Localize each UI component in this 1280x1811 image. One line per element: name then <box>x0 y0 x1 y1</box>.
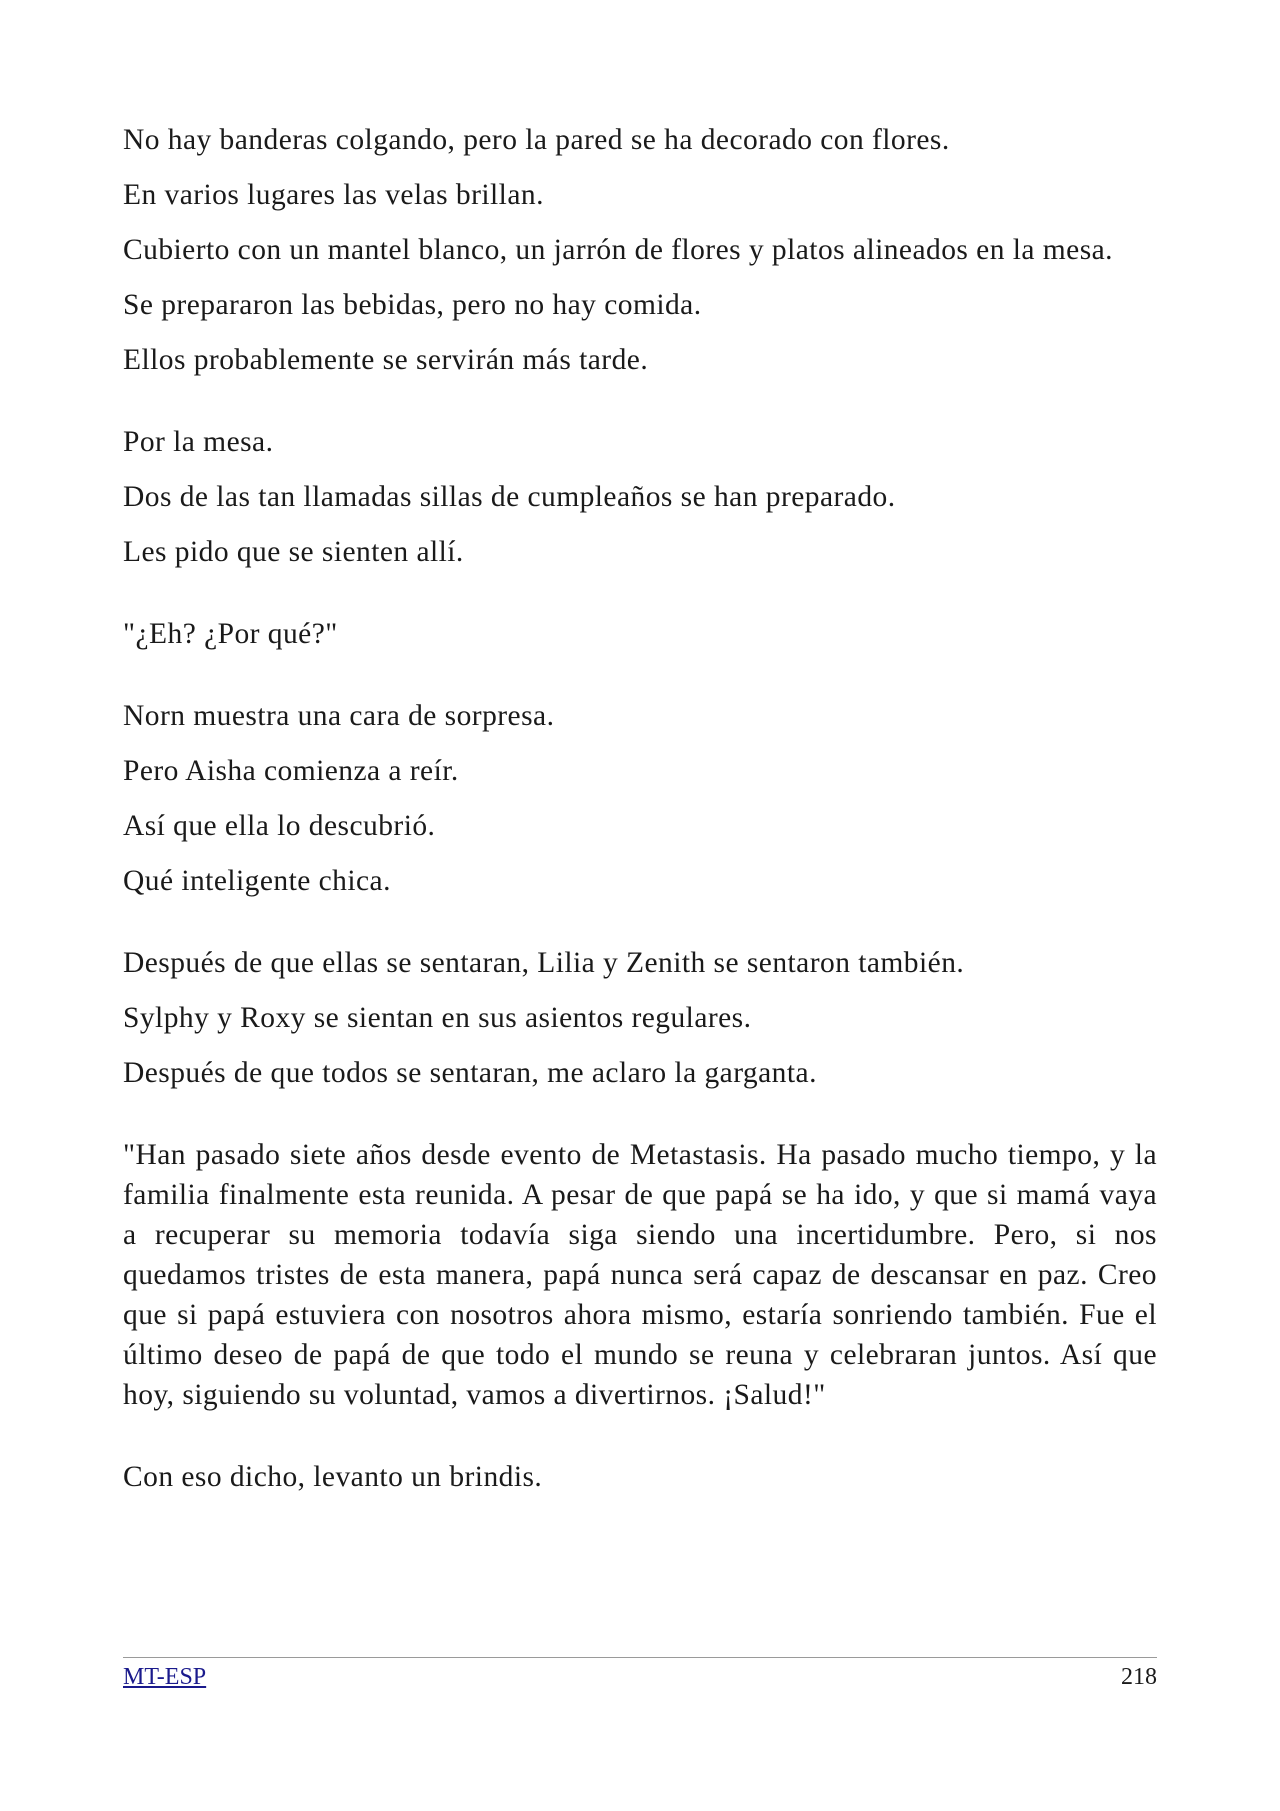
section-gap <box>123 669 1157 696</box>
paragraph-5: Ellos probablemente se servirán más tarde. <box>123 344 649 376</box>
paragraph-2: En varios lugares las velas brillan. <box>123 179 544 211</box>
section-gap <box>123 587 1157 614</box>
page-footer <box>123 1657 1157 1691</box>
paragraph-13: Qué inteligente chica. <box>123 865 391 897</box>
section-gap <box>123 916 1157 943</box>
page-number: 218 <box>1121 1664 1157 1690</box>
paragraph-6: Por la mesa. <box>123 426 274 458</box>
paragraph-8: Les pido que se sienten allí. <box>123 536 464 568</box>
paragraph-1: No hay banderas colgando, pero la pared se ha decorado con flores. <box>123 124 950 156</box>
paragraph-9: "¿Eh? ¿Por qué?" <box>123 618 338 650</box>
paragraph-18: Con eso dicho, levanto un brindis. <box>123 1461 543 1493</box>
paragraph-3: Cubierto con un mantel blanco, un jarrón de flores y platos alineados en la mesa. <box>123 234 1113 266</box>
section-gap <box>123 1108 1157 1135</box>
paragraph-17: "Han pasado siete años desde evento de Metastasis. Ha pasado mucho tiempo, y la familia finalmente esta reunida. A pesar de que papá se ha ido, y que si mamá vaya a recuperar su memoria todavía siga siendo una incertidumbre. Pero, si nos quedamos tristes de esta manera, papá nunca será capaz de descansar en paz. Creo que si papá estuviera con nosotros ahora mismo, estaría sonriendo también. Fue el último deseo de papá de que todo el mundo se reuna y celebraran juntos. Así que hoy, siguiendo su voluntad, vamos a divertirnos. ¡Salud!" <box>123 1139 1157 1411</box>
paragraph-7: Dos de las tan llamadas sillas de cumpleaños se han preparado. <box>123 481 896 513</box>
paragraph-10: Norn muestra una cara de sorpresa. <box>123 700 555 732</box>
section-gap <box>123 395 1157 422</box>
paragraph-11: Pero Aisha comienza a reír. <box>123 755 459 787</box>
footer-link[interactable]: MT-ESP <box>123 1664 207 1690</box>
paragraph-14: Después de que ellas se sentaran, Lilia y Zenith se sentaron también. <box>123 947 965 979</box>
paragraph-12: Así que ella lo descubrió. <box>123 810 436 842</box>
document-page <box>123 120 1157 1512</box>
paragraph-4: Se prepararon las bebidas, pero no hay comida. <box>123 289 702 321</box>
paragraph-16: Después de que todos se sentaran, me aclaro la garganta. <box>123 1057 817 1089</box>
paragraph-15: Sylphy y Roxy se sientan en sus asientos regulares. <box>123 1002 752 1034</box>
section-gap <box>123 1430 1157 1457</box>
